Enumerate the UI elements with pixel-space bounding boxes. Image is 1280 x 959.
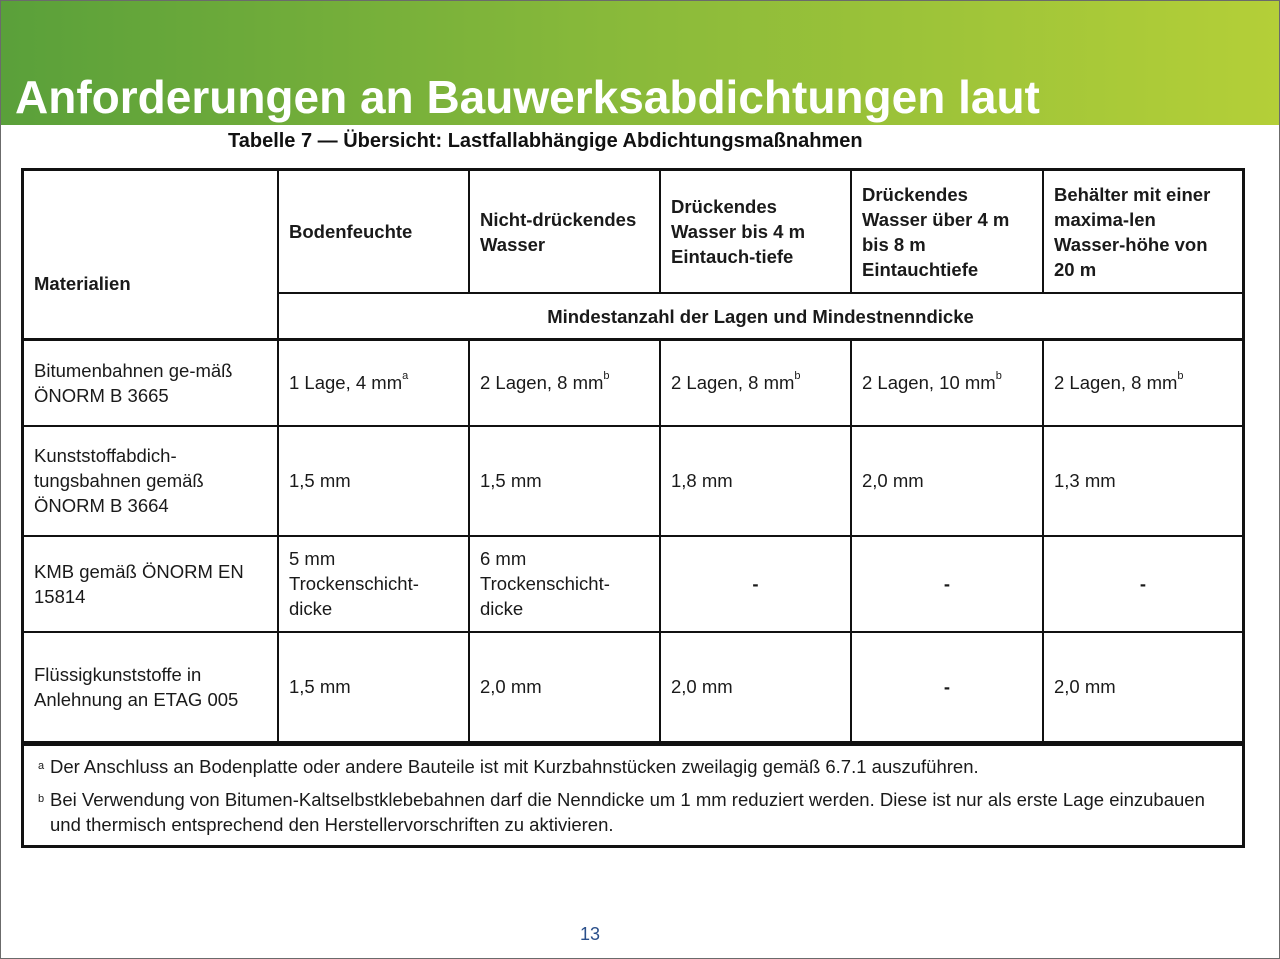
cell-value: 2,0 mm: [660, 632, 851, 742]
header-materials: Materialien: [24, 171, 278, 340]
slide-title: Anforderungen an Bauwerksabdichtungen laut: [15, 71, 1040, 123]
requirements-table: [21, 168, 1245, 848]
cell-value: 1,3 mm: [1043, 426, 1242, 536]
row-material: Flüssigkunststoffe in Anlehnung an ETAG 005: [24, 632, 278, 742]
header-row: [24, 171, 1242, 293]
table-row: [24, 536, 1242, 632]
cell-value: 6 mm Trockenschicht-dicke: [469, 536, 660, 632]
cell-value: 2 Lagen, 8 $mm^b$: [469, 340, 660, 426]
slide-header-bar: [1, 1, 1279, 125]
cell-value: -: [851, 632, 1043, 742]
cell-value: 1 Lage, 4 $mm^a$: [278, 340, 469, 426]
table-row: [24, 340, 1242, 426]
header-drueckendes-wasser-4-8m: Drückendes Wasser über 4 m bis 8 m Eintauchtiefe: [851, 171, 1043, 293]
cell-value: 2,0 mm: [851, 426, 1043, 536]
row-material: Bitumenbahnen ge-mäß ÖNORM B 3665: [24, 340, 278, 426]
row-material: KMB gemäß ÖNORM EN 15814: [24, 536, 278, 632]
table-row: [24, 632, 1242, 742]
footnote-a: a Der Anschluss an Bodenplatte oder andere Bauteile ist mit Kurzbahnstücken zweilagig gemäß 6.7.1 auszuführen.: [38, 756, 979, 777]
cell-value: 2,0 mm: [469, 632, 660, 742]
cell-value: 2,0 mm: [1043, 632, 1242, 742]
cell-value: -: [1043, 536, 1242, 632]
cell-value: 2 Lagen, 10 $mm^b$: [851, 340, 1043, 426]
subheader-mindestanzahl: Mindestanzahl der Lagen und Mindestnenndicke: [278, 293, 1242, 340]
cell-value: -: [660, 536, 851, 632]
table-caption: Tabelle 7 — Übersicht: Lastfallabhängige Abdichtungsmaßnahmen: [228, 130, 863, 152]
header-bodenfeuchte: Bodenfeuchte: [278, 171, 469, 293]
footnote-text: Der Anschluss an Bodenplatte oder andere Bauteile ist mit Kurzbahnstücken zweilagig gemäß 6.7.1 auszuführen.: [50, 756, 979, 777]
cell-value: 1,5 mm: [278, 426, 469, 536]
table-grid: [24, 171, 1242, 743]
cell-value: -: [851, 536, 1043, 632]
header-behaelter-20m: Behälter mit einer maxima-len Wasser-höhe von 20 m: [1043, 171, 1242, 293]
cell-value: 2 Lagen, 8 $mm^b$: [1043, 340, 1242, 426]
page-number: 13: [579, 924, 601, 944]
cell-value: 5 mm Trockenschicht-dicke: [278, 536, 469, 632]
footnote-text: Bei Verwendung von Bitumen-Kaltselbstklebebahnen darf die Nenndicke um 1 mm reduziert werden. Diese ist nur als erste Lage einzubauen und thermisch entsprechend den Herstellervorschriften zu aktivieren.: [50, 789, 1205, 835]
cell-value: 1,5 mm: [469, 426, 660, 536]
table-row: [24, 426, 1242, 536]
header-nicht-drueckendes-wasser: Nicht-drückendes Wasser: [469, 171, 660, 293]
cell-value: 1,5 mm: [278, 632, 469, 742]
cell-value: 1,8 mm: [660, 426, 851, 536]
footnote-b: b Bei Verwendung von Bitumen-Kaltselbstklebebahnen darf die Nenndicke um 1 mm reduziert werden. Diese ist nur als erste Lage einzubauen und thermisch entsprechend den Herstellervorschriften zu aktivieren.: [38, 789, 1205, 835]
row-material: Kunststoffabdich-tungsbahnen gemäß ÖNORM B 3664: [24, 426, 278, 536]
table-footnotes: [24, 743, 1242, 845]
cell-value: 2 Lagen, 8 $mm^b$: [660, 340, 851, 426]
header-drueckendes-wasser-bis-4m: Drückendes Wasser bis 4 m Eintauch-tiefe: [660, 171, 851, 293]
